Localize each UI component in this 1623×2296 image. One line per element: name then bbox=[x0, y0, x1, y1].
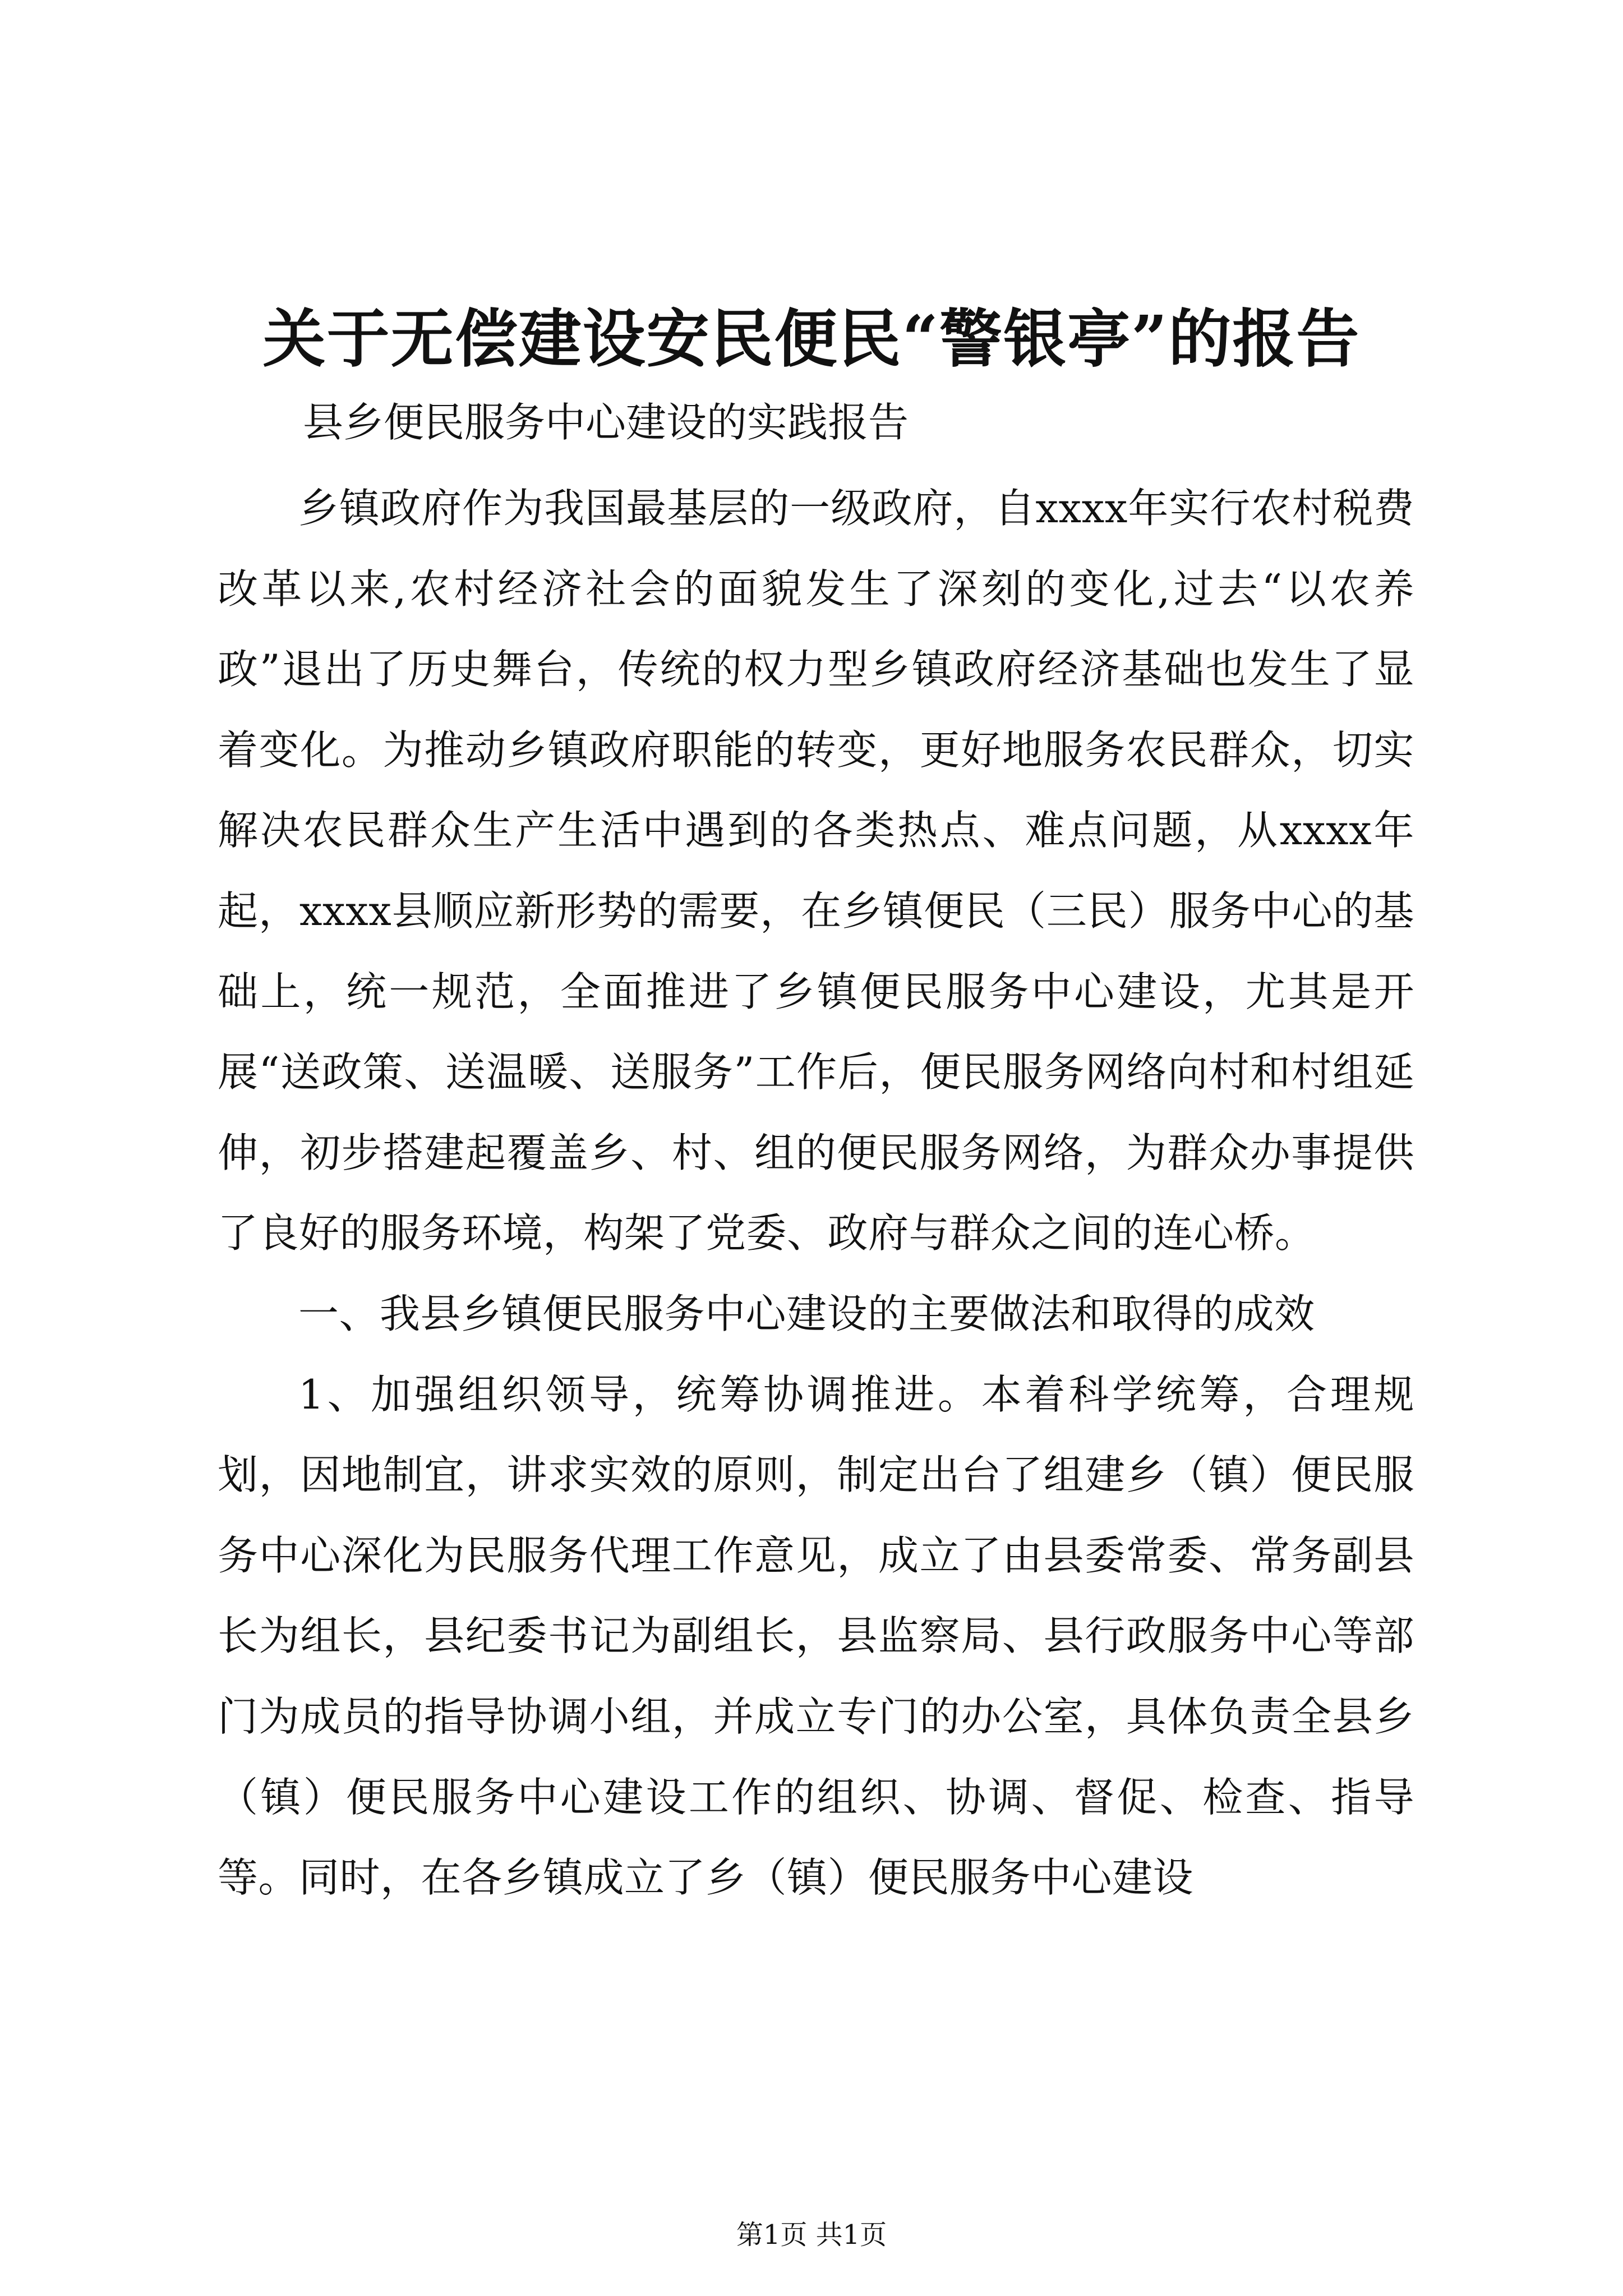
page-footer: 第1页 共1页 bbox=[736, 2219, 887, 2251]
document-body bbox=[218, 468, 1414, 1918]
document-title: 关于无偿建设安民便民“警银亭”的报告 bbox=[262, 302, 1361, 376]
body-paragraph: 乡镇政府作为我国最基层的一级政府，自xxxx年实行农村税费改革以来,农村经济社会的面貌发生了深刻的变化,过去“以农养政”退出了历史舞台，传统的权力型乡镇政府经济基础也发生了显着变化。为推动乡镇政府职能的转变，更好地服务农民群众，切实解决农民群众生产生活中遇到的各类热点、难点问题，从xxxx年起，xxxx县顺应新形势的需要，在乡镇便民（三民）服务中心的基础上，统一规范，全面推进了乡镇便民服务中心建设，尤其是开展“送政策、送温暖、送服务”工作后，便民服务网络向村和村组延伸，初步搭建起覆盖乡、村、组的便民服务网络，为群众办事提供了良好的服务环境，构架了党委、政府与群众之间的连心桥。 bbox=[218, 485, 1414, 1257]
section-heading: 一、我县乡镇便民服务中心建设的主要做法和取得的成效 bbox=[298, 1290, 1315, 1337]
document-subtitle: 县乡便民服务中心建设的实践报告 bbox=[303, 399, 909, 446]
body-paragraph: 1、加强组织领导，统筹协调推进。本着科学统筹，合理规划，因地制宜，讲求实效的原则，制定出台了组建乡（镇）便民服务中心深化为民服务代理工作意见，成立了由县委常委、常务副县长为组长，县纪委书记为副组长，县监察局、县行政服务中心等部门为成员的指导协调小组，并成立专门的办公室，具体负责全县乡（镇）便民服务中心建设工作的组织、协调、督促、检查、指导等。同时，在各乡镇成立了乡（镇）便民服务中心建设 bbox=[218, 1370, 1414, 1902]
